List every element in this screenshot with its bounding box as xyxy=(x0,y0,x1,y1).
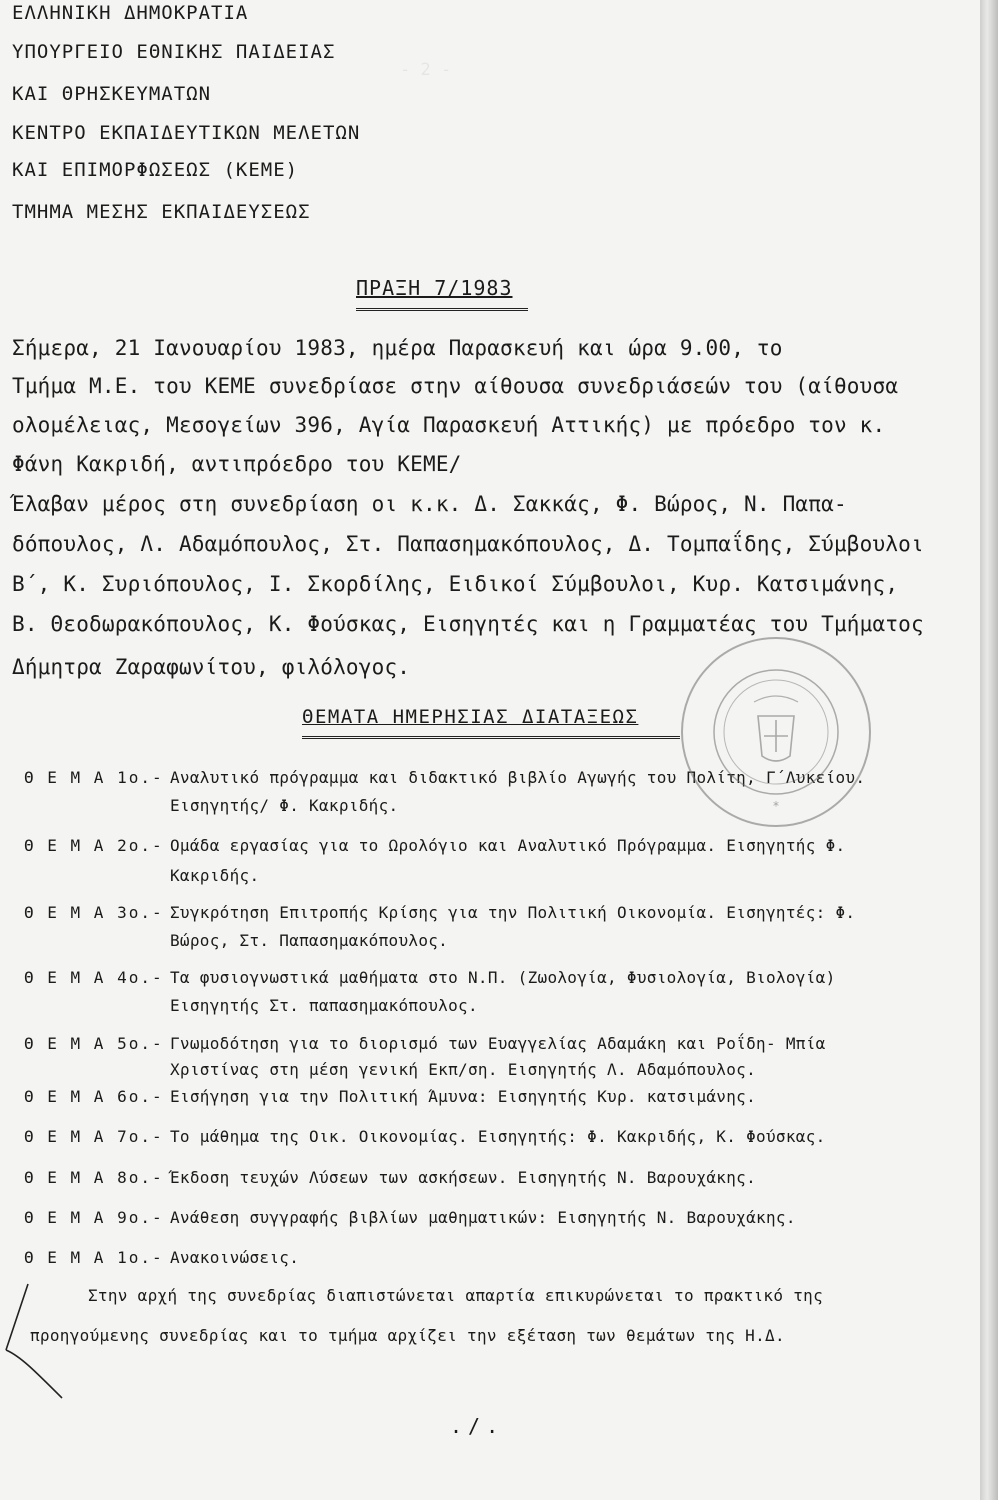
agenda-item xyxy=(24,1168,756,1187)
bleed-through: - 2 - xyxy=(400,60,452,80)
agenda-item-label: Θ Ε Μ Α 4ο.- xyxy=(24,968,164,987)
agenda-item-label: Θ Ε Μ Α 6ο.- xyxy=(24,1087,164,1106)
agenda-item-label: Θ Ε Μ Α 5ο.- xyxy=(24,1034,164,1053)
agenda-item xyxy=(24,1034,826,1053)
body-line: Β΄, Κ. Συριόπουλος, Ι. Σκορδίλης, Ειδικοί Σύμβουλοι, Κυρ. Κατσιμάνης, xyxy=(12,572,899,596)
document-title: ΠΡΑΞΗ 7/1983 xyxy=(356,276,513,300)
title-double-underline xyxy=(356,308,528,311)
agenda-title: ΘΕΜΑΤΑ ΗΜΕΡΗΣΙΑΣ ΔΙΑΤΑΞΕΩΣ xyxy=(302,706,639,728)
agenda-item xyxy=(24,836,845,855)
page-continuation-mark: ./. xyxy=(450,1414,505,1438)
agenda-item-text: Ανακοινώσεις. xyxy=(170,1248,300,1267)
agenda-item-label: Θ Ε Μ Α 2ο.- xyxy=(24,836,164,855)
body-line: Δήμητρα Ζαραφωνίτου, φιλόλογος. xyxy=(12,655,411,679)
header-line: ΕΛΛΗΝΙΚΗ ΔΗΜΟΚΡΑΤΙΑ xyxy=(12,2,249,24)
agenda-item-text: Συγκρότηση Επιτροπής Κρίσης για την Πολιτική Οικονομία. Εισηγητές: Φ. xyxy=(170,903,856,922)
page-edge xyxy=(980,0,998,1500)
header-line: ΤΜΗΜΑ ΜΕΣΗΣ ΕΚΠΑΙΔΕΥΣΕΩΣ xyxy=(12,201,311,223)
header-line: ΚΑΙ ΕΠΙΜΟΡΦΩΣΕΩΣ (ΚΕΜΕ) xyxy=(12,159,299,181)
body-line: ολομέλειας, Μεσογείων 396, Αγία Παρασκευή Αττικής) με πρόεδρο τον κ. xyxy=(12,413,886,437)
agenda-item-continuation: Κακριδής. xyxy=(170,866,260,885)
body-line: Β. Θεοδωρακόπουλος, Κ. Φούσκας, Εισηγητές και η Γραμματέας του Τμήματος xyxy=(12,612,924,636)
body-line: Τμήμα Μ.Ε. του ΚΕΜΕ συνεδρίασε στην αίθουσα συνεδριάσεών του (αίθουσα xyxy=(12,374,899,398)
header-line: ΚΑΙ ΘΡΗΣΚΕΥΜΑΤΩΝ xyxy=(12,83,212,105)
body-line: Έλαβαν μέρος στη συνεδρίαση οι κ.κ. Δ. Σακκάς, Φ. Βώρος, Ν. Παπα- xyxy=(12,492,847,516)
body-line: δόπουλος, Λ. Αδαμόπουλος, Στ. Παπασημακόπουλος, Δ. Τομπαΐδης, Σύμβουλοι xyxy=(12,532,924,556)
agenda-item-text: Εισήγηση για την Πολιτική Άμυνα: Εισηγητής Κυρ. κατσιμάνης. xyxy=(170,1087,757,1106)
agenda-item-continuation: Χριστίνας στη μέση γενική Εκπ/ση. Εισηγητής Λ. Αδαμόπουλος. xyxy=(170,1060,757,1079)
agenda-item xyxy=(24,1208,796,1227)
agenda-item-continuation: Εισηγητής/ Φ. Κακριδής. xyxy=(170,796,399,815)
svg-text:*: * xyxy=(773,799,779,813)
official-stamp xyxy=(676,632,876,832)
agenda-item-text: Ομάδα εργασίας για το Ωρολόγιο και Αναλυτικό Πρόγραμμα. Εισηγητής Φ. xyxy=(170,836,846,855)
agenda-item-text: Τα φυσιογνωστικά μαθήματα στο Ν.Π. (Ζωολογία, Φυσιολογία, Βιολογία) xyxy=(170,968,836,987)
agenda-item xyxy=(24,1127,826,1146)
agenda-item-label: Θ Ε Μ Α 3ο.- xyxy=(24,903,164,922)
agenda-title-double-underline xyxy=(302,736,680,739)
agenda-item xyxy=(24,1248,299,1267)
header-line: ΚΕΝΤΡΟ ΕΚΠΑΙΔΕΥΤΙΚΩΝ ΜΕΛΕΤΩΝ xyxy=(12,122,361,144)
handwritten-margin-mark xyxy=(0,1280,70,1400)
agenda-item-text: Το μάθημα της Οικ. Οικονομίας. Εισηγητής: Φ. Κακριδής, Κ. Φούσκας. xyxy=(170,1127,826,1146)
agenda-item-continuation: Εισηγητής Στ. παπασημακόπουλος. xyxy=(170,996,478,1015)
agenda-item-text: Ανάθεση συγγραφής βιβλίων μαθηματικών: Εισηγητής Ν. Βαρουχάκης. xyxy=(170,1208,796,1227)
agenda-item-label: Θ Ε Μ Α 7ο.- xyxy=(24,1127,164,1146)
agenda-item-text: Έκδοση τευχών Λύσεων των ασκήσεων. Εισηγητής Ν. Βαρουχάκης. xyxy=(170,1168,757,1187)
agenda-item-text: Γνωμοδότηση για το διορισμό των Ευαγγελίας Αδαμάκη και Ροΐδη- Μπία xyxy=(170,1034,826,1053)
agenda-item xyxy=(24,1087,756,1106)
body-line: Φάνη Κακριδή, αντιπρόεδρο του ΚΕΜΕ/ xyxy=(12,452,462,476)
agenda-item-text: Αναλυτικό πρόγραμμα και διδακτικό βιβλίο Αγωγής του Πολίτη, Γ΄Λυκείου. xyxy=(170,768,866,787)
body-line: Σήμερα, 21 Ιανουαρίου 1983, ημέρα Παρασκευή και ώρα 9.00, το xyxy=(12,336,783,360)
agenda-item xyxy=(24,903,855,922)
agenda-item-label: Θ Ε Μ Α 1ο.- xyxy=(24,1248,164,1267)
agenda-item-label: Θ Ε Μ Α 1ο.- xyxy=(24,768,164,787)
agenda-item xyxy=(24,968,836,987)
closing-line: προηγούμενης συνεδρίας και το τμήμα αρχίζει την εξέταση των θεμάτων της Η.Δ. xyxy=(30,1326,785,1345)
agenda-item-label: Θ Ε Μ Α 9ο.- xyxy=(24,1208,164,1227)
closing-line: Στην αρχή της συνεδρίας διαπιστώνεται απαρτία επικυρώνεται το πρακτικό της xyxy=(88,1286,824,1305)
agenda-item-continuation: Βώρος, Στ. Παπασημακόπουλος. xyxy=(170,931,449,950)
agenda-item-label: Θ Ε Μ Α 8ο.- xyxy=(24,1168,164,1187)
header-line: ΥΠΟΥΡΓΕΙΟ ΕΘΝΙΚΗΣ ΠΑΙΔΕΙΑΣ xyxy=(12,41,336,63)
